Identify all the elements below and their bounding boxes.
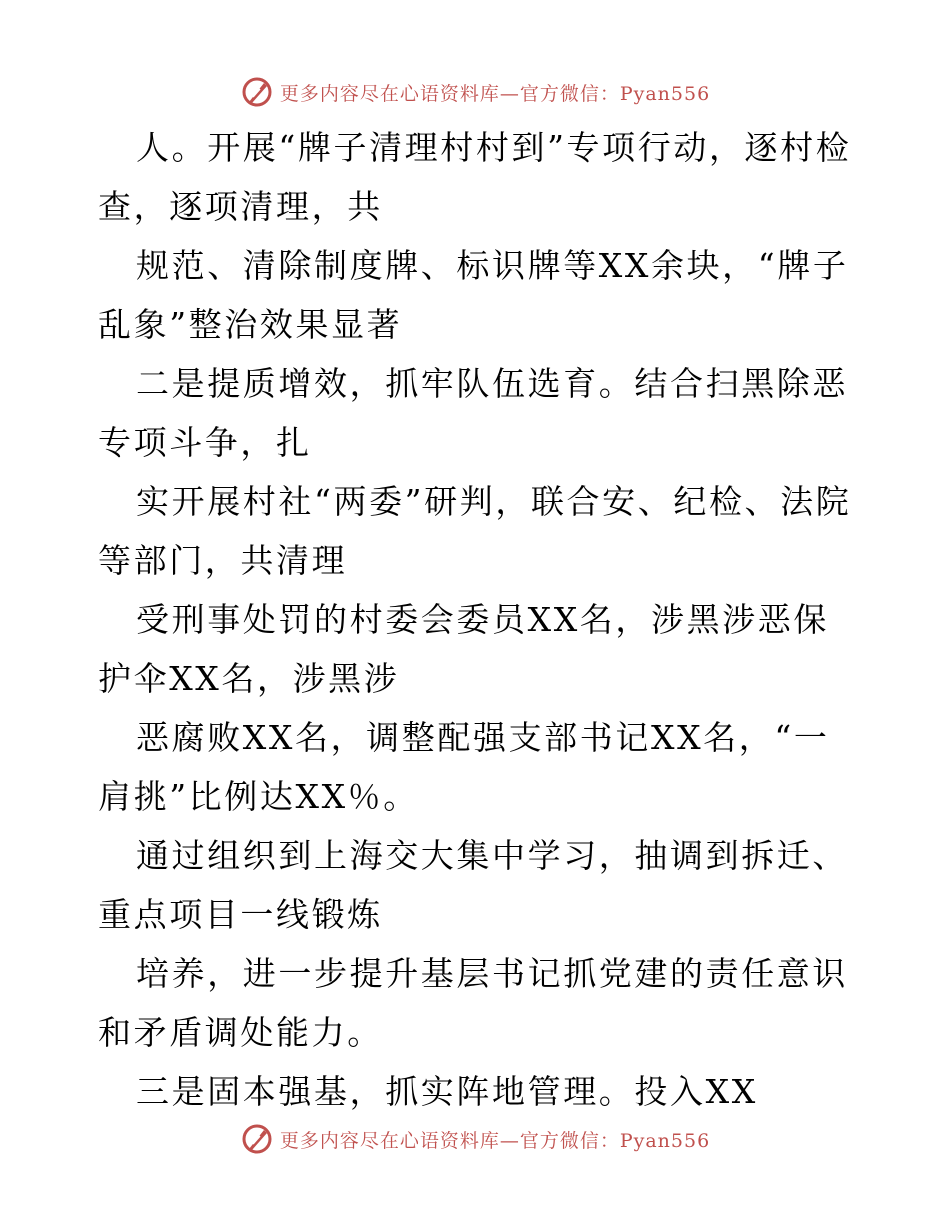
quill-pen-circle-icon: [240, 1122, 274, 1156]
paragraph: 人。开展“牌子清理村村到”专项行动，逐村检查，逐项清理，共: [98, 128, 852, 226]
document-body: [98, 118, 854, 1121]
footer-banner: [0, 1117, 950, 1161]
quill-pen-circle-icon: [240, 75, 274, 109]
footer-banner-text: 更多内容尽在心语资料库—官方微信：Pyan556: [279, 1129, 711, 1152]
paragraph: 受刑事处罚的村委会委员XX名，涉黑涉恶保护伞XX名，涉黑涉: [98, 600, 829, 698]
paragraph: 二是提质增效，抓牢队伍选育。结合扫黑除恶专项斗争，扎: [98, 364, 848, 462]
paragraph: 通过组织到上海交大集中学习，抽调到拆迁、重点项目一线锻炼: [98, 836, 848, 934]
paragraph: 实开展村社“两委”研判，联合安、纪检、法院等部门，共清理: [98, 482, 852, 580]
paragraph: 培养，进一步提升基层书记抓党建的责任意识和矛盾调处能力。: [98, 954, 848, 1052]
paragraph: 恶腐败XX名，调整配强支部书记XX名，“一肩挑”比例达XX％。: [98, 718, 830, 816]
header-banner: [0, 70, 950, 114]
header-banner-text: 更多内容尽在心语资料库—官方微信：Pyan556: [279, 82, 711, 105]
paragraph: 三是固本强基，抓实阵地管理。投入XX: [136, 1072, 758, 1111]
paragraph: 规范、清除制度牌、标识牌等XX余块，“牌子乱象”整治效果显著: [98, 246, 849, 344]
